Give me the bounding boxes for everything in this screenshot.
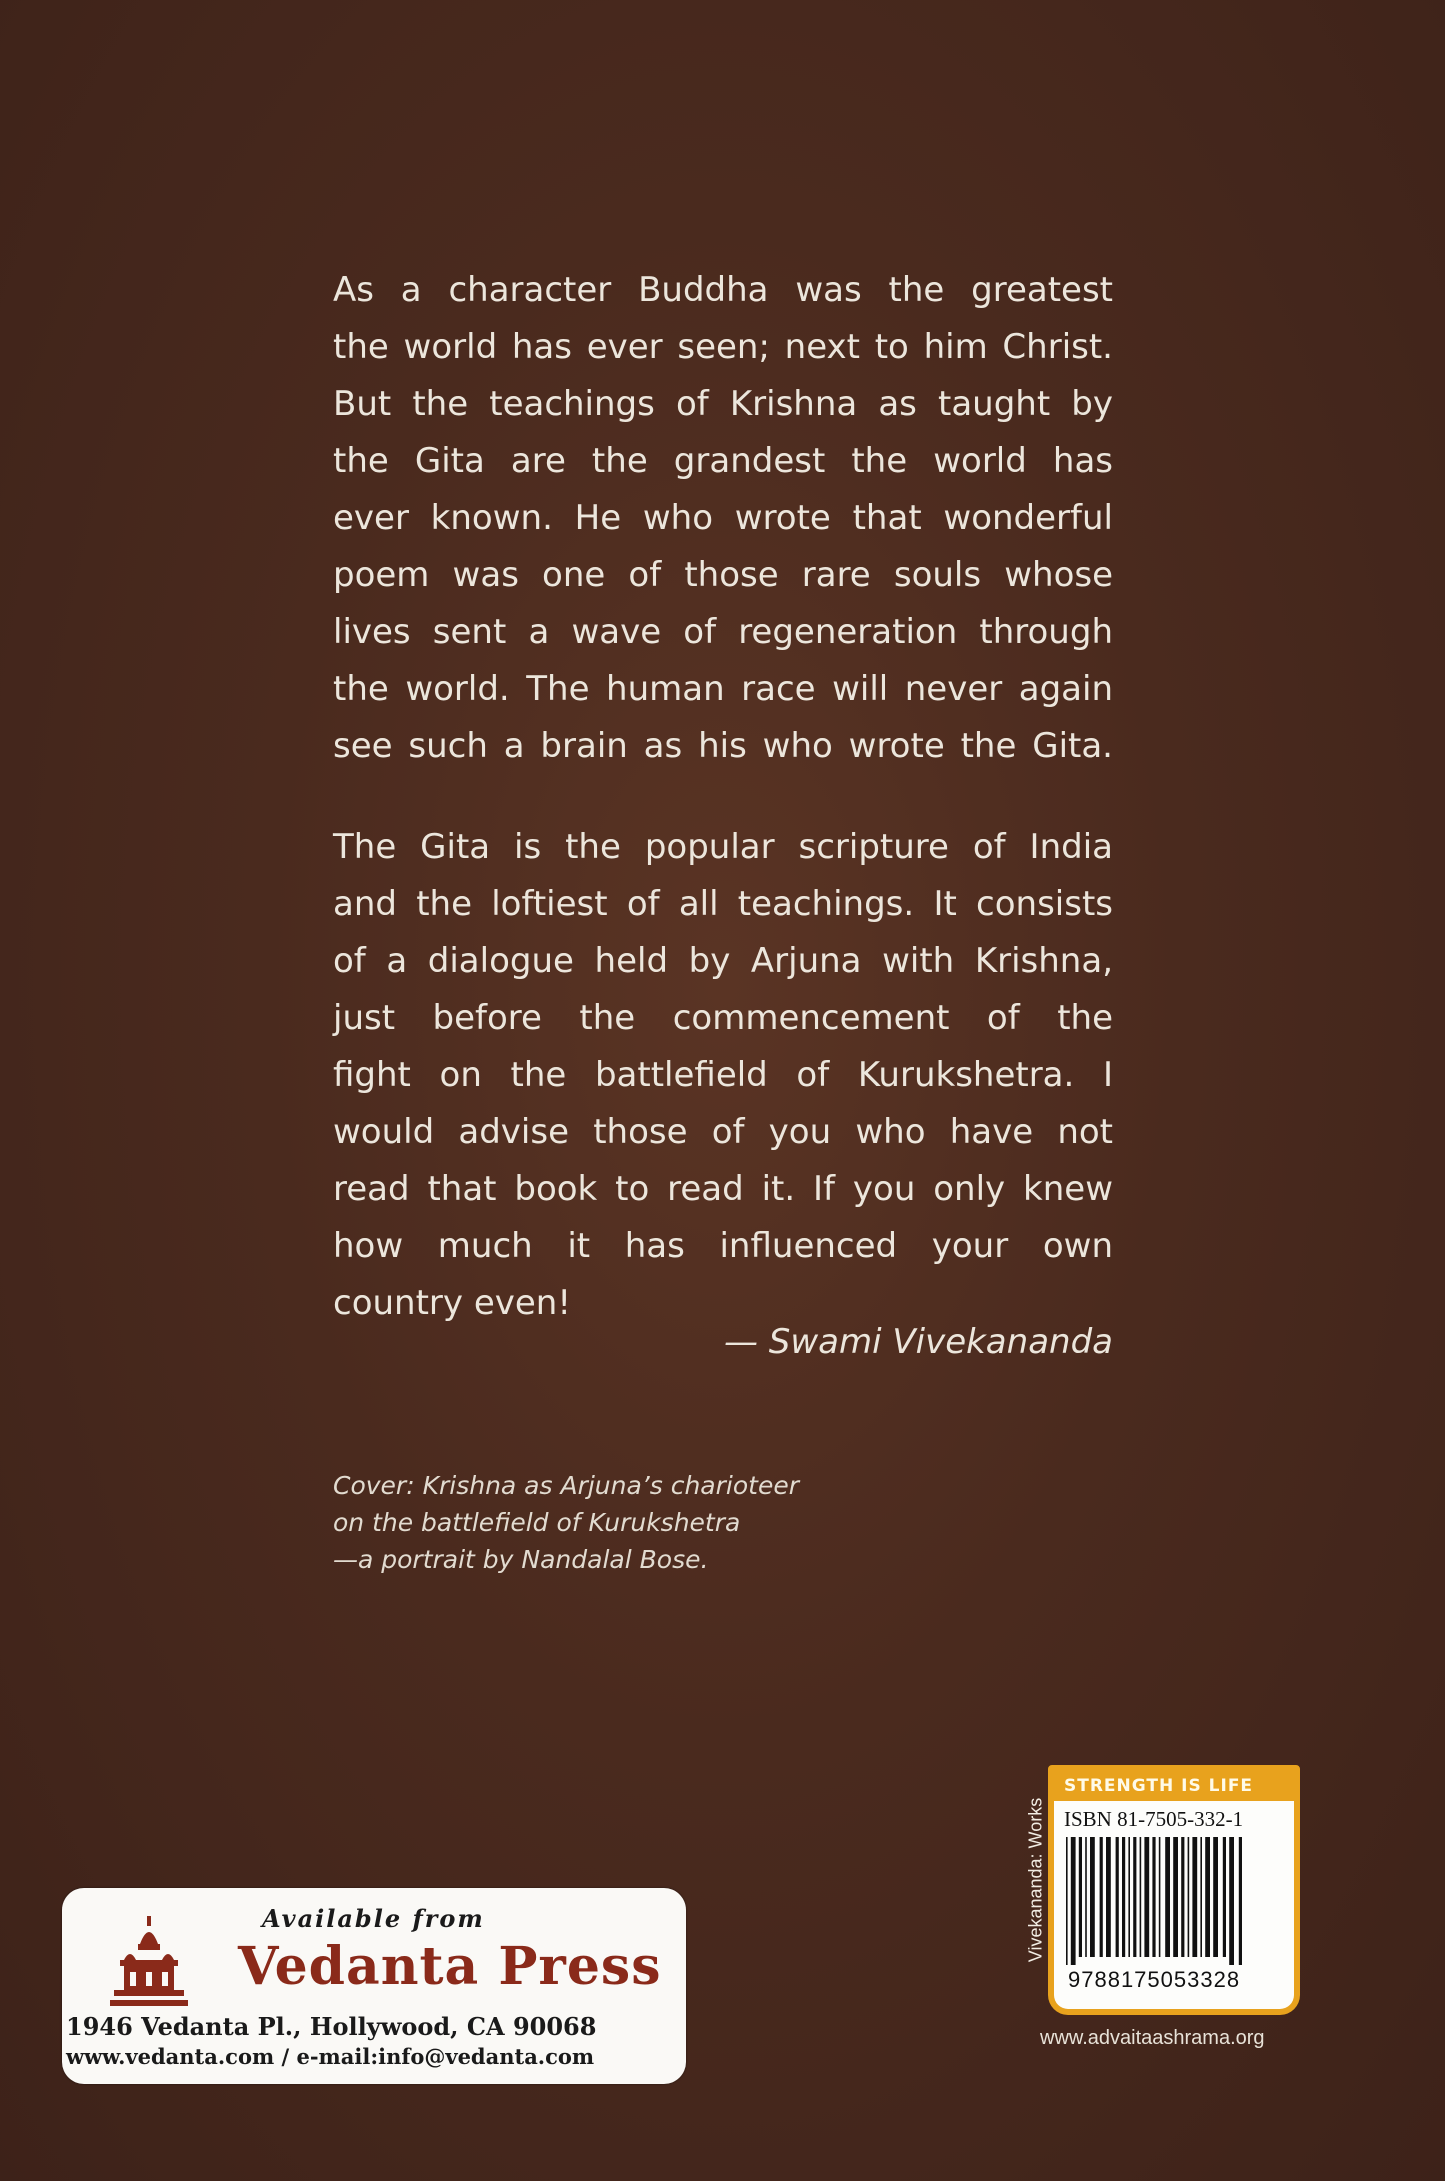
publisher-website: www.advaitaashrama.org — [1040, 2027, 1265, 2049]
barcode-banner: STRENGTH IS LIFE — [1054, 1771, 1294, 1801]
quote-line: the Gita are the grandest the world has — [333, 441, 1113, 481]
publisher-address: 1946 Vedanta Pl., Hollywood, CA 90068 — [66, 2012, 597, 2041]
quote-text — [333, 262, 1113, 1332]
quote-line: fight on the battlefield of Kurukshetra. I — [333, 1055, 1113, 1095]
quote-line: how much it has influenced your own — [333, 1226, 1113, 1266]
quote-line: But the teachings of Krishna as taught by — [333, 384, 1113, 424]
publisher-name: Vedanta Press — [238, 1936, 662, 1997]
quote-paragraph-2 — [333, 819, 1113, 1332]
barcode-panel — [1048, 1765, 1300, 2015]
available-from-label: Available from — [262, 1904, 485, 1933]
quote-line: ever known. He who wrote that wonderful — [333, 498, 1113, 538]
quote-line: As a character Buddha was the greatest — [333, 270, 1113, 310]
cover-note — [333, 1467, 799, 1578]
barcode-number: 9788175053328 — [1068, 1967, 1241, 1992]
quote-line: and the loftiest of all teachings. It consists — [333, 884, 1113, 924]
quote-line: see such a brain as his who wrote the Gita. — [333, 726, 1113, 766]
vedanta-press-sticker — [62, 1888, 686, 2084]
quote-line: poem was one of those rare souls whose — [333, 555, 1113, 595]
quote-attribution: — Swami Vivekananda — [723, 1322, 1113, 1362]
cover-note-line: —a portrait by Nandalal Bose. — [333, 1545, 709, 1574]
quote-line: The Gita is the popular scripture of India — [333, 827, 1113, 867]
quote-line: of a dialogue held by Arjuna with Krishna, — [333, 941, 1113, 981]
series-side-label-text: Vivekananda: Works — [1025, 1797, 1046, 1963]
quote-line: the world. The human race will never again — [333, 669, 1113, 709]
cover-note-line: on the battlefield of Kurukshetra — [333, 1508, 741, 1537]
isbn-text: ISBN 81-7505-332-1 — [1064, 1807, 1244, 1831]
barcode-icon — [1062, 1837, 1286, 1965]
temple-logo-icon — [110, 1916, 188, 2008]
quote-paragraph-1 — [333, 262, 1113, 775]
quote-line: just before the commencement of the — [333, 998, 1113, 1038]
quote-line: would advise those of you who have not — [333, 1112, 1113, 1152]
cover-note-line: Cover: Krishna as Arjuna’s charioteer — [333, 1471, 799, 1500]
quote-line: lives sent a wave of regeneration through — [333, 612, 1113, 652]
publisher-contact: www.vedanta.com / e-mail:info@vedanta.com — [66, 2044, 595, 2069]
quote-line: read that book to read it. If you only knew — [333, 1169, 1113, 1209]
quote-line: country even! — [333, 1283, 571, 1323]
quote-line: the world has ever seen; next to him Christ. — [333, 327, 1113, 367]
